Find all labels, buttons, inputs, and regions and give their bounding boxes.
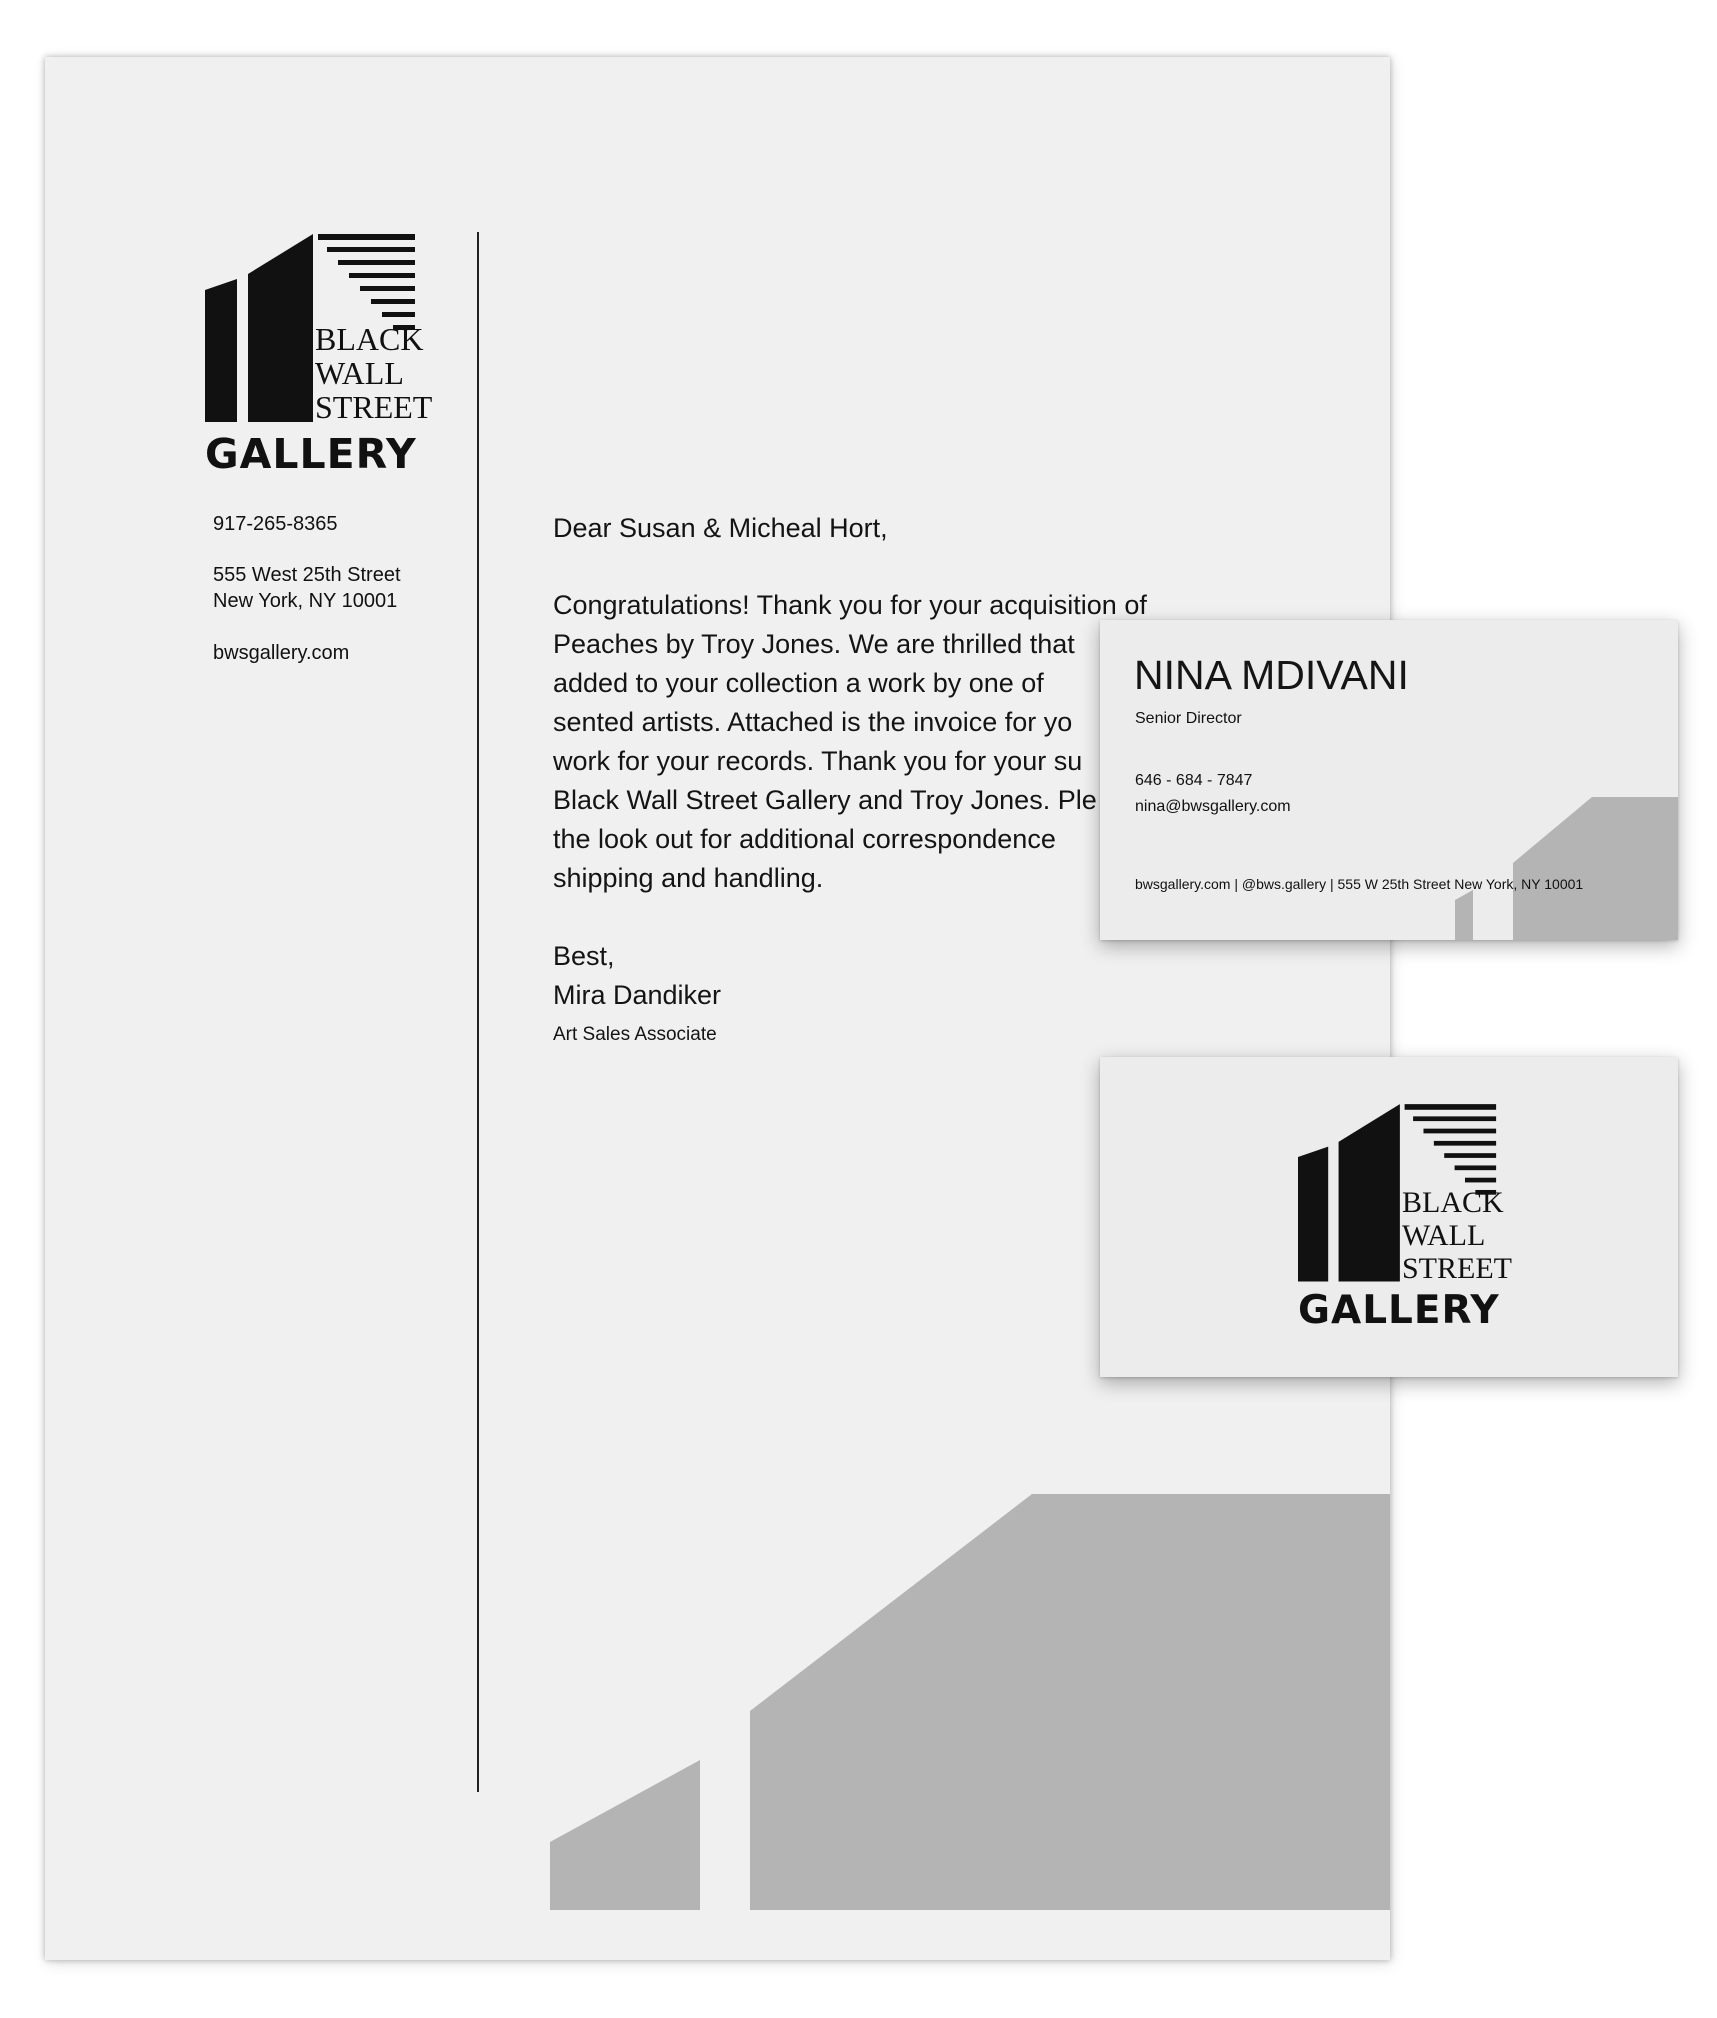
letter-body-line: shipping and handling. [553,863,824,893]
logo-word-street: STREET [315,389,433,425]
card-footer-info: bwsgallery.com | @bws.gallery | 555 W 25th Street New York, NY 10001 [1135,876,1584,892]
logo-word-street: STREET [1402,1252,1512,1285]
logo-word-gallery: GALLERY [1298,1288,1500,1333]
business-card-front [1100,620,1678,940]
letter-salutation: Dear Susan & Micheal Hort, [553,513,888,543]
letter-closing: Best, [553,941,615,971]
letter-body-line: the look out for additional correspondence [553,824,1056,854]
logo-word-wall: WALL [315,355,404,391]
letter-body-line: Congratulations! Thank you for your acquisition of [553,590,1147,620]
logo-name-text [1402,1186,1512,1285]
vertical-divider [477,232,479,1792]
letterhead-phone: 917-265-8365 [213,513,338,535]
letterhead-address-line2: New York, NY 10001 [213,590,398,612]
logo-name-text [315,322,432,424]
logo-word-black: BLACK [1402,1186,1504,1219]
letterhead-logo [205,222,433,478]
letter-body-line: added to your collection a work by one of [553,668,1044,698]
logo-word-black: BLACK [315,321,424,357]
card-logo [1298,1092,1512,1333]
card-phone: 646 - 684 - 7847 [1135,772,1253,789]
card-person-name: NINA MDIVANI [1134,652,1409,698]
letterhead-website: bwsgallery.com [213,642,350,664]
letter-body-line: sented artists. Attached is the invoice for yo [553,707,1073,737]
letter-body-line: work for your records. Thank you for your su [553,746,1083,776]
letter-body-line: Black Wall Street Gallery and Troy Jones. Ple [553,785,1097,815]
letter-signer-title: Art Sales Associate [553,1024,717,1045]
logo-word-gallery: GALLERY [205,430,417,478]
letter-signer-name: Mira Dandiker [553,980,722,1010]
letter-body-line: Peaches by Troy Jones. We are thrilled that [553,629,1075,659]
logo-word-wall: WALL [1402,1219,1486,1252]
card-email: nina@bwsgallery.com [1135,798,1291,815]
letterhead-sheet [45,57,1390,1960]
letterhead-address-line1: 555 West 25th Street [213,564,401,586]
business-card-back [1100,1057,1678,1377]
card-person-title: Senior Director [1135,710,1242,727]
